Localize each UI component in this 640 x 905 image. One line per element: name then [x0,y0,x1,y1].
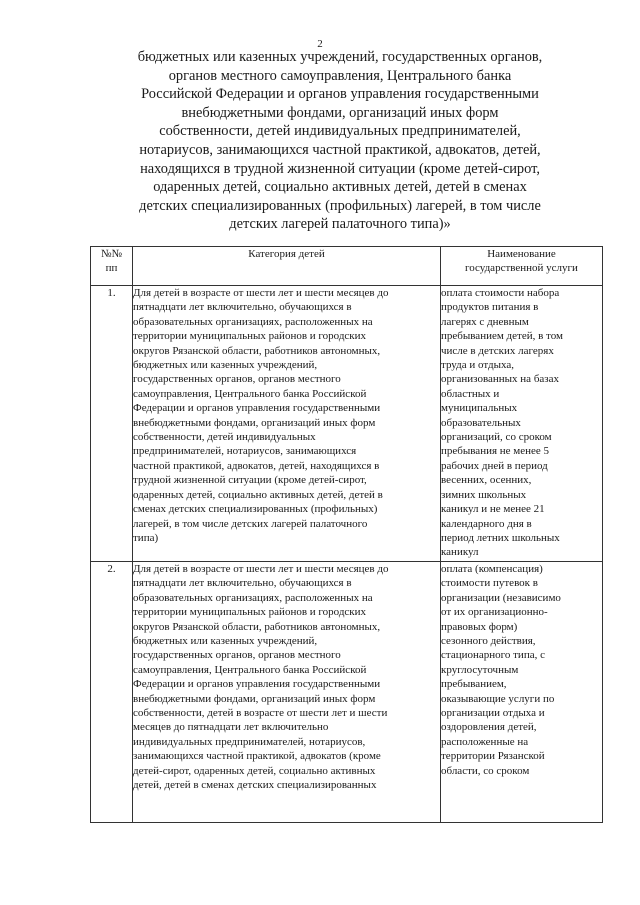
cell-text-line: бюджетных или казенных учреждений, [133,359,318,372]
cell-text-line: детей-сирот, одаренных детей, социально активных [133,764,376,777]
cell-text-line: оплата стоимости набора [441,287,560,299]
document-title [80,48,600,234]
cell-text-line: Для детей в возрасте от шести лет и шести месяцев до [133,287,389,299]
title-line: собственности, детей индивидуальных предпринимателей, [159,123,521,140]
cell-text-line: образовательных организациях, расположенных на [133,591,373,604]
row-service [441,562,603,823]
cell-text-line: образовательных [441,416,521,429]
cell-text-line: организованных на базах [441,373,560,386]
row-service [441,286,603,562]
cell-text-line: государственных органов, органов местного [133,373,341,386]
title-line: Российской Федерации и органов управления государственными [141,86,539,103]
cell-text-line: труда и отдыха, [441,359,514,372]
title-line: бюджетных или казенных учреждений, государственных органов, [137,49,543,65]
cell-text-line: территории Рязанской [441,750,545,763]
cell-text-line: месяцев до пятнадцати лет включительно [133,721,329,734]
title-line: органов местного самоуправления, Центрального банка [168,67,512,84]
cell-text-line: лагерей, в том числе детских лагерей палаточного [133,517,368,530]
cell-text-line: оплата (компенсация) [441,563,543,575]
header-service-line: государственной услуги [465,262,578,274]
cell-text-line: Федерации и органов управления государственными [133,402,381,415]
header-category-label: Категория детей [248,248,325,260]
row-category [133,286,441,562]
cell-text-line: занимающихся частной практикой, адвокатов (кроме [133,750,381,763]
cell-text-line: области, со сроком [441,764,530,777]
header-number-line: пп [105,262,118,274]
cell-text-line: оздоровления детей, [441,721,537,734]
cell-text-line: пребывания не менее 5 [441,445,550,458]
cell-text-line: индивидуальных предпринимателей, нотариусов, [133,735,366,748]
cell-text-line: расположенные на [441,735,529,748]
cell-text-line: Для детей в возрасте от шести лет и шести месяцев до [133,563,389,575]
cell-text-line: календарного дня в [441,517,532,530]
row-category [133,562,441,823]
table-header-row [91,247,603,286]
title-line: внебюджетными фондами, организаций иных форм [181,104,499,121]
cell-text-line: правовых форм) [441,620,518,633]
title-line: одаренных детей, социально активных детей, детей в сменах [153,179,527,196]
cell-text-line: внебюджетными фондами, организаций иных форм [133,692,376,705]
title-line: детских лагерей палаточного типа)» [229,216,451,233]
cell-text-line: собственности, детей индивидуальных [133,431,316,444]
children-categories-table [90,246,603,823]
cell-text-line: числе в детских лагерях [441,344,554,357]
title-line: нотариусов, занимающихся частной практикой, адвокатов, детей, [139,141,541,158]
cell-text-line: каникул [441,546,479,559]
header-service-line: Наименование [487,248,556,260]
cell-text-line: государственных органов, органов местного [133,649,341,662]
cell-text-line: каникул и не менее 21 [441,503,545,516]
cell-text-line: территории муниципальных районов и городских [133,606,367,619]
cell-text-line: стоимости путевок в [441,577,538,590]
cell-text-line: округов Рязанской области, работников автономных, [133,344,381,357]
cell-text-line: пребыванием детей, в том [441,330,563,343]
cell-text-line: организаций, со сроком [441,431,552,444]
cell-text-line: типа) [133,531,159,544]
header-service [441,247,603,286]
cell-text-line: трудной жизненной ситуации (кроме детей-сирот, [133,474,367,487]
cell-text-line: пятнадцати лет включительно, обучающихся в [133,577,352,590]
title-line: находящихся в трудной жизненной ситуации (кроме детей-сирот, [140,160,540,177]
cell-text-line: стационарного типа, с [441,649,545,662]
cell-text-line: организации отдыха и [441,707,545,720]
table-row [91,286,603,562]
cell-text-line: самоуправления, Центрального банка Российской [133,663,367,676]
row-number: 2. [91,562,133,823]
cell-text-line: округов Рязанской области, работников автономных, [133,620,381,633]
cell-text-line: детей, детей в сменах детских специализированных [133,779,377,792]
cell-text-line: продуктов питания в [441,301,539,314]
cell-text-line: собственности, детей в возрасте от шести лет и шести [133,707,388,720]
cell-text-line: областных и [441,387,500,400]
title-line: детских специализированных (профильных) лагерей, в том числе [139,197,541,214]
header-number-line: №№ [101,248,122,260]
cell-text-line: пятнадцати лет включительно, обучающихся в [133,301,352,314]
cell-text-line: территории муниципальных районов и городских [133,330,367,343]
page-number: 2 [317,38,323,50]
cell-text-line: муниципальных [441,402,518,415]
row-number: 1. [91,286,133,562]
cell-text-line: самоуправления, Центрального банка Российской [133,387,367,400]
cell-text-line: бюджетных или казенных учреждений, [133,635,318,648]
cell-text-line: организации (независимо [441,591,561,604]
cell-text-line: рабочих дней в период [441,459,548,472]
cell-text-line: круглосуточным [441,663,519,676]
cell-text-line: от их организационно- [441,606,548,619]
cell-text-line: частной практикой, адвокатов, детей, находящихся в [133,459,380,472]
cell-text-line: пребыванием, [441,678,507,691]
cell-text-line: лагерях с дневным [441,315,529,328]
table-row [91,562,603,823]
cell-text-line: оказывающие услуги по [441,692,555,705]
cell-text-line: предпринимателей, нотариусов, занимающихся [133,445,357,458]
cell-text-line: образовательных организациях, расположенных на [133,315,373,328]
header-number [91,247,133,286]
cell-text-line: весенних, осенних, [441,474,532,487]
cell-text-line: одаренных детей, социально активных детей, детей в [133,488,383,501]
cell-text-line: зимних школьных [441,488,527,501]
header-category [133,247,441,286]
cell-text-line: период летних школьных [441,531,560,544]
cell-text-line: сменах детских специализированных (профильных) [133,503,378,516]
cell-text-line: внебюджетными фондами, организаций иных форм [133,416,376,429]
cell-text-line: сезонного действия, [441,635,536,648]
cell-text-line: Федерации и органов управления государственными [133,678,381,691]
